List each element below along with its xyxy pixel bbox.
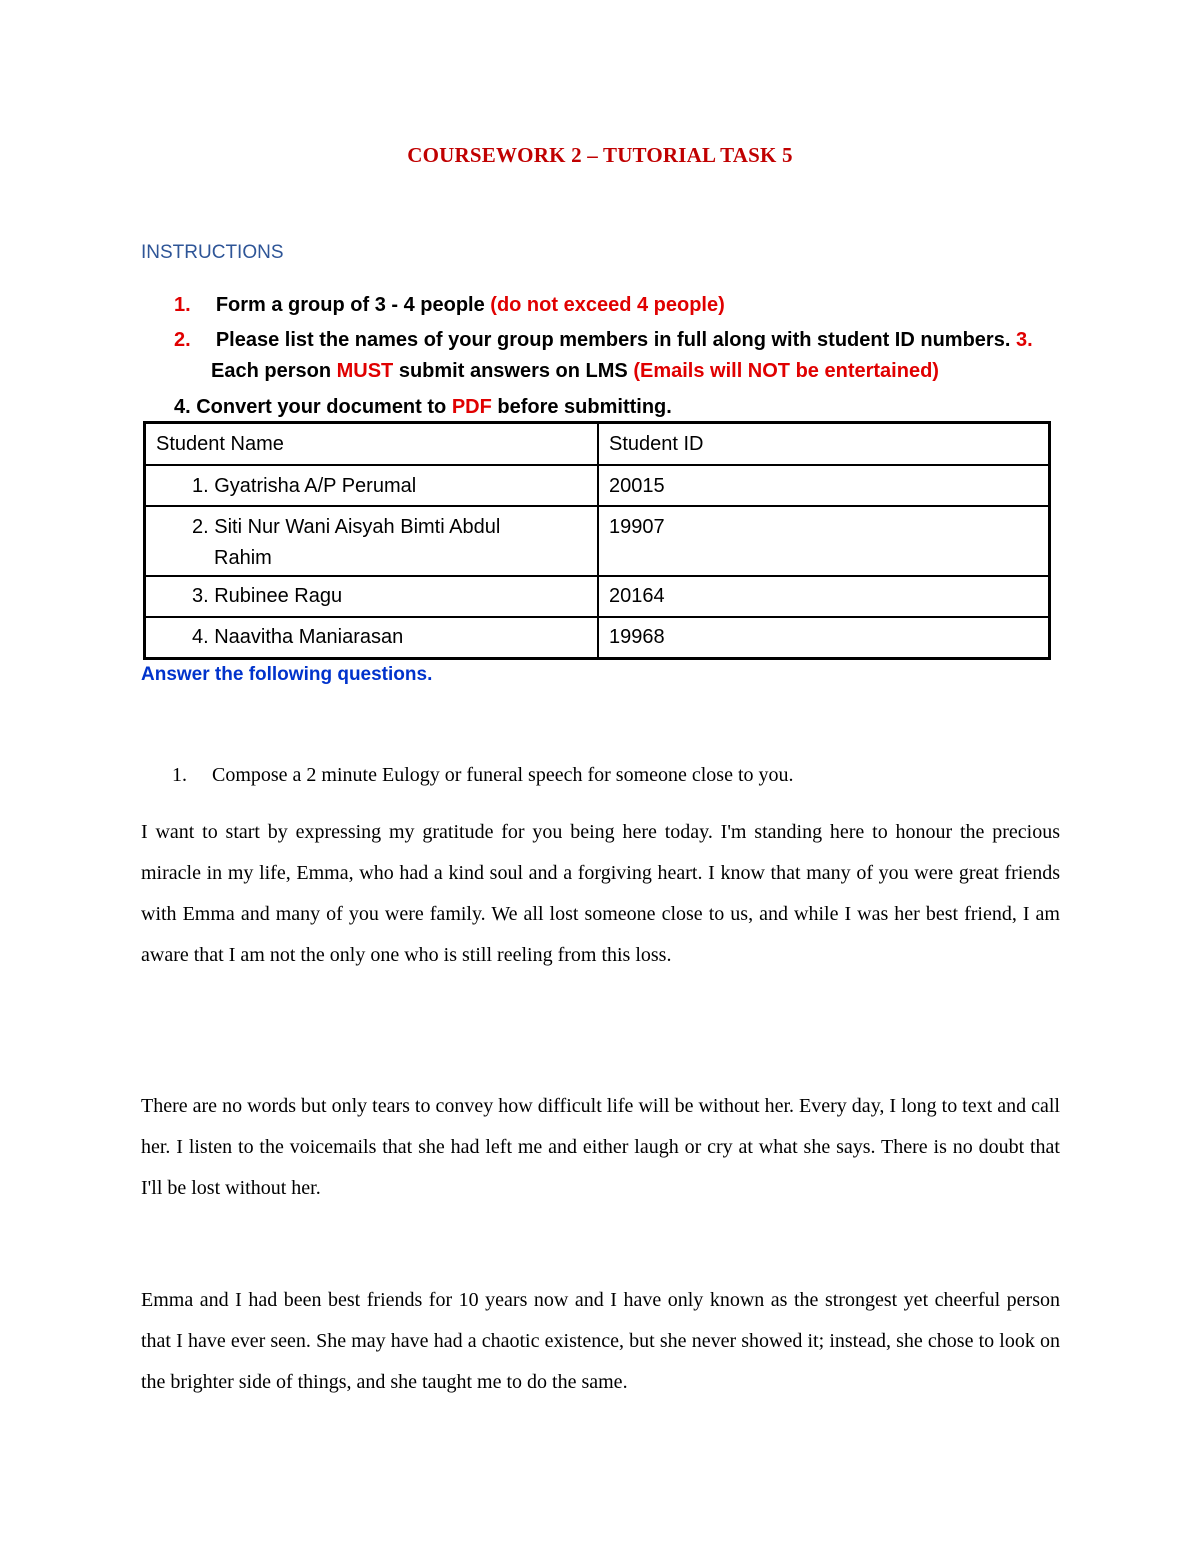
header-student-id: Student ID: [609, 433, 704, 455]
instruction-text: submit answers on LMS: [393, 360, 634, 382]
student-id: 19907: [609, 516, 665, 538]
instruction-text: Each person: [211, 360, 337, 382]
table-row: [145, 506, 1050, 576]
student-name-continued: Rahim: [214, 547, 272, 569]
instruction-text: 4. Convert your document to: [174, 396, 452, 418]
instruction-item-4: [174, 395, 672, 419]
student-name: 3. Rubinee Ragu: [192, 585, 343, 607]
instruction-number: 2.: [174, 329, 191, 351]
instruction-item-1: [174, 293, 725, 317]
question-number: 1.: [172, 764, 187, 786]
instruction-text: Please list the names of your group members in full along with student ID numbers.: [215, 329, 1016, 351]
header-cell: [145, 423, 599, 466]
name-cell: [145, 506, 599, 576]
instruction-text: Form a group of 3 - 4 people: [215, 294, 491, 316]
table-row: [145, 617, 1050, 658]
instruction-text: before submitting.: [491, 396, 672, 418]
name-cell: [145, 465, 599, 506]
table-header-row: [145, 423, 1050, 466]
instructions-heading: INSTRUCTIONS: [141, 242, 284, 263]
instruction-number: 1.: [174, 294, 191, 316]
instruction-number: 3.: [1015, 329, 1033, 351]
instruction-emphasis: MUST: [336, 360, 394, 382]
student-name: 2. Siti Nur Wani Aisyah Bimti Abdul: [192, 516, 501, 538]
answer-paragraph-3: Emma and I had been best friends for 10 years now and I have only known as the strongest yet cheerful person that I have ever seen. She may have had a chaotic existence, but she never showed it; instead, she chose to look on the brighter side of things, and she taught me to do the same.: [141, 1289, 1060, 1393]
id-cell: [598, 576, 1050, 617]
answer-prompt: Answer the following questions.: [141, 664, 433, 685]
student-id: 20015: [609, 475, 665, 497]
name-cell: [145, 576, 599, 617]
student-name: 1. Gyatrisha A/P Perumal: [192, 475, 417, 497]
answer-paragraph-1: I want to start by expressing my gratitude for you being here today. I'm standing here to honour the precious miracle in my life, Emma, who had a kind soul and a forgiving heart. I know that many of you were great friends with Emma and many of you were family. We all lost someone close to us, and while I was her best friend, I am aware that I am not the only one who is still reeling from this loss.: [141, 821, 1060, 966]
student-id: 20164: [609, 585, 665, 607]
table-row: [145, 465, 1050, 506]
student-table: [143, 421, 1051, 660]
id-cell: [598, 617, 1050, 658]
header-student-name: Student Name: [156, 433, 284, 455]
document-title: COURSEWORK 2 – TUTORIAL TASK 5: [407, 143, 793, 167]
instruction-warning: (do not exceed 4 people): [490, 294, 725, 316]
instruction-item-2: [174, 328, 1033, 352]
instruction-emphasis: PDF: [451, 396, 492, 418]
student-name: 4. Naavitha Maniarasan: [192, 626, 404, 648]
answer-paragraph-2: There are no words but only tears to convey how difficult life will be without her. Every day, I long to text and call her. I listen to the voicemails that she had left me and either laugh or cry at what she says. There is no doubt that I'll be lost without her.: [141, 1095, 1060, 1199]
instruction-item-3: [211, 359, 939, 383]
id-cell: [598, 465, 1050, 506]
header-cell: [598, 423, 1050, 466]
instruction-warning: (Emails will NOT be entertained): [633, 360, 939, 382]
question-1: [172, 764, 794, 787]
name-cell: [145, 617, 599, 658]
question-text: Compose a 2 minute Eulogy or funeral speech for someone close to you.: [212, 764, 794, 786]
id-cell: [598, 506, 1050, 576]
table-row: [145, 576, 1050, 617]
student-id: 19968: [609, 626, 665, 648]
